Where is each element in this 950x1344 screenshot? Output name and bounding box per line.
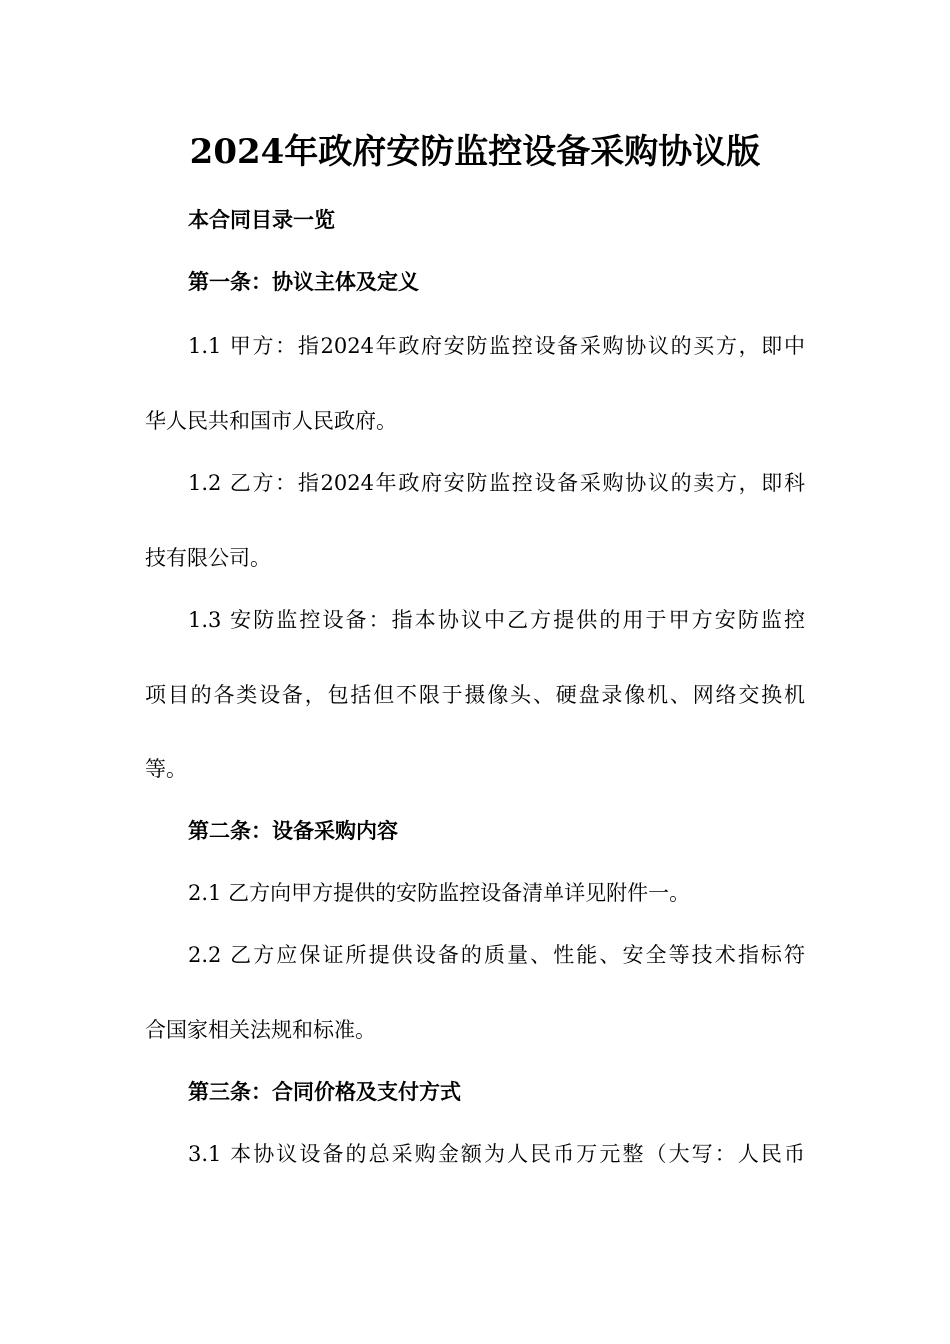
document-title: 2024年政府安防监控设备采购协议版 xyxy=(189,132,761,172)
section-heading-3: 第三条：合同价格及支付方式 xyxy=(188,1079,461,1104)
clause-1-3-line-2: 项目的各类设备，包括但不限于摄像头、硬盘录像机、网络交换机 xyxy=(145,683,805,707)
clause-1-2-line-2: 技有限公司。 xyxy=(145,546,271,570)
section-heading-1: 第一条：协议主体及定义 xyxy=(188,269,419,294)
clause-1-3-line-3: 等。 xyxy=(145,757,187,781)
toc-heading: 本合同目录一览 xyxy=(188,207,335,232)
clause-3-1-line-1: 3.1 本协议设备的总采购金额为人民币万元整（大写：人民币 xyxy=(188,1142,805,1166)
clause-2-1-line-1: 2.1 乙方向甲方提供的安防监控设备清单详见附件一。 xyxy=(188,881,691,905)
clause-1-3-line-1: 1.3 安防监控设备：指本协议中乙方提供的用于甲方安防监控 xyxy=(188,608,805,632)
section-heading-2: 第二条：设备采购内容 xyxy=(188,818,398,843)
clause-2-2-line-2: 合国家相关法规和标准。 xyxy=(145,1018,376,1042)
clause-1-1-line-1: 1.1 甲方：指2024年政府安防监控设备采购协议的买方，即中 xyxy=(188,334,805,358)
clause-2-2-line-1: 2.2 乙方应保证所提供设备的质量、性能、安全等技术指标符 xyxy=(188,943,805,967)
clause-1-1-line-2: 华人民共和国市人民政府。 xyxy=(145,409,397,433)
clause-1-2-line-1: 1.2 乙方：指2024年政府安防监控设备采购协议的卖方，即科 xyxy=(188,471,805,495)
